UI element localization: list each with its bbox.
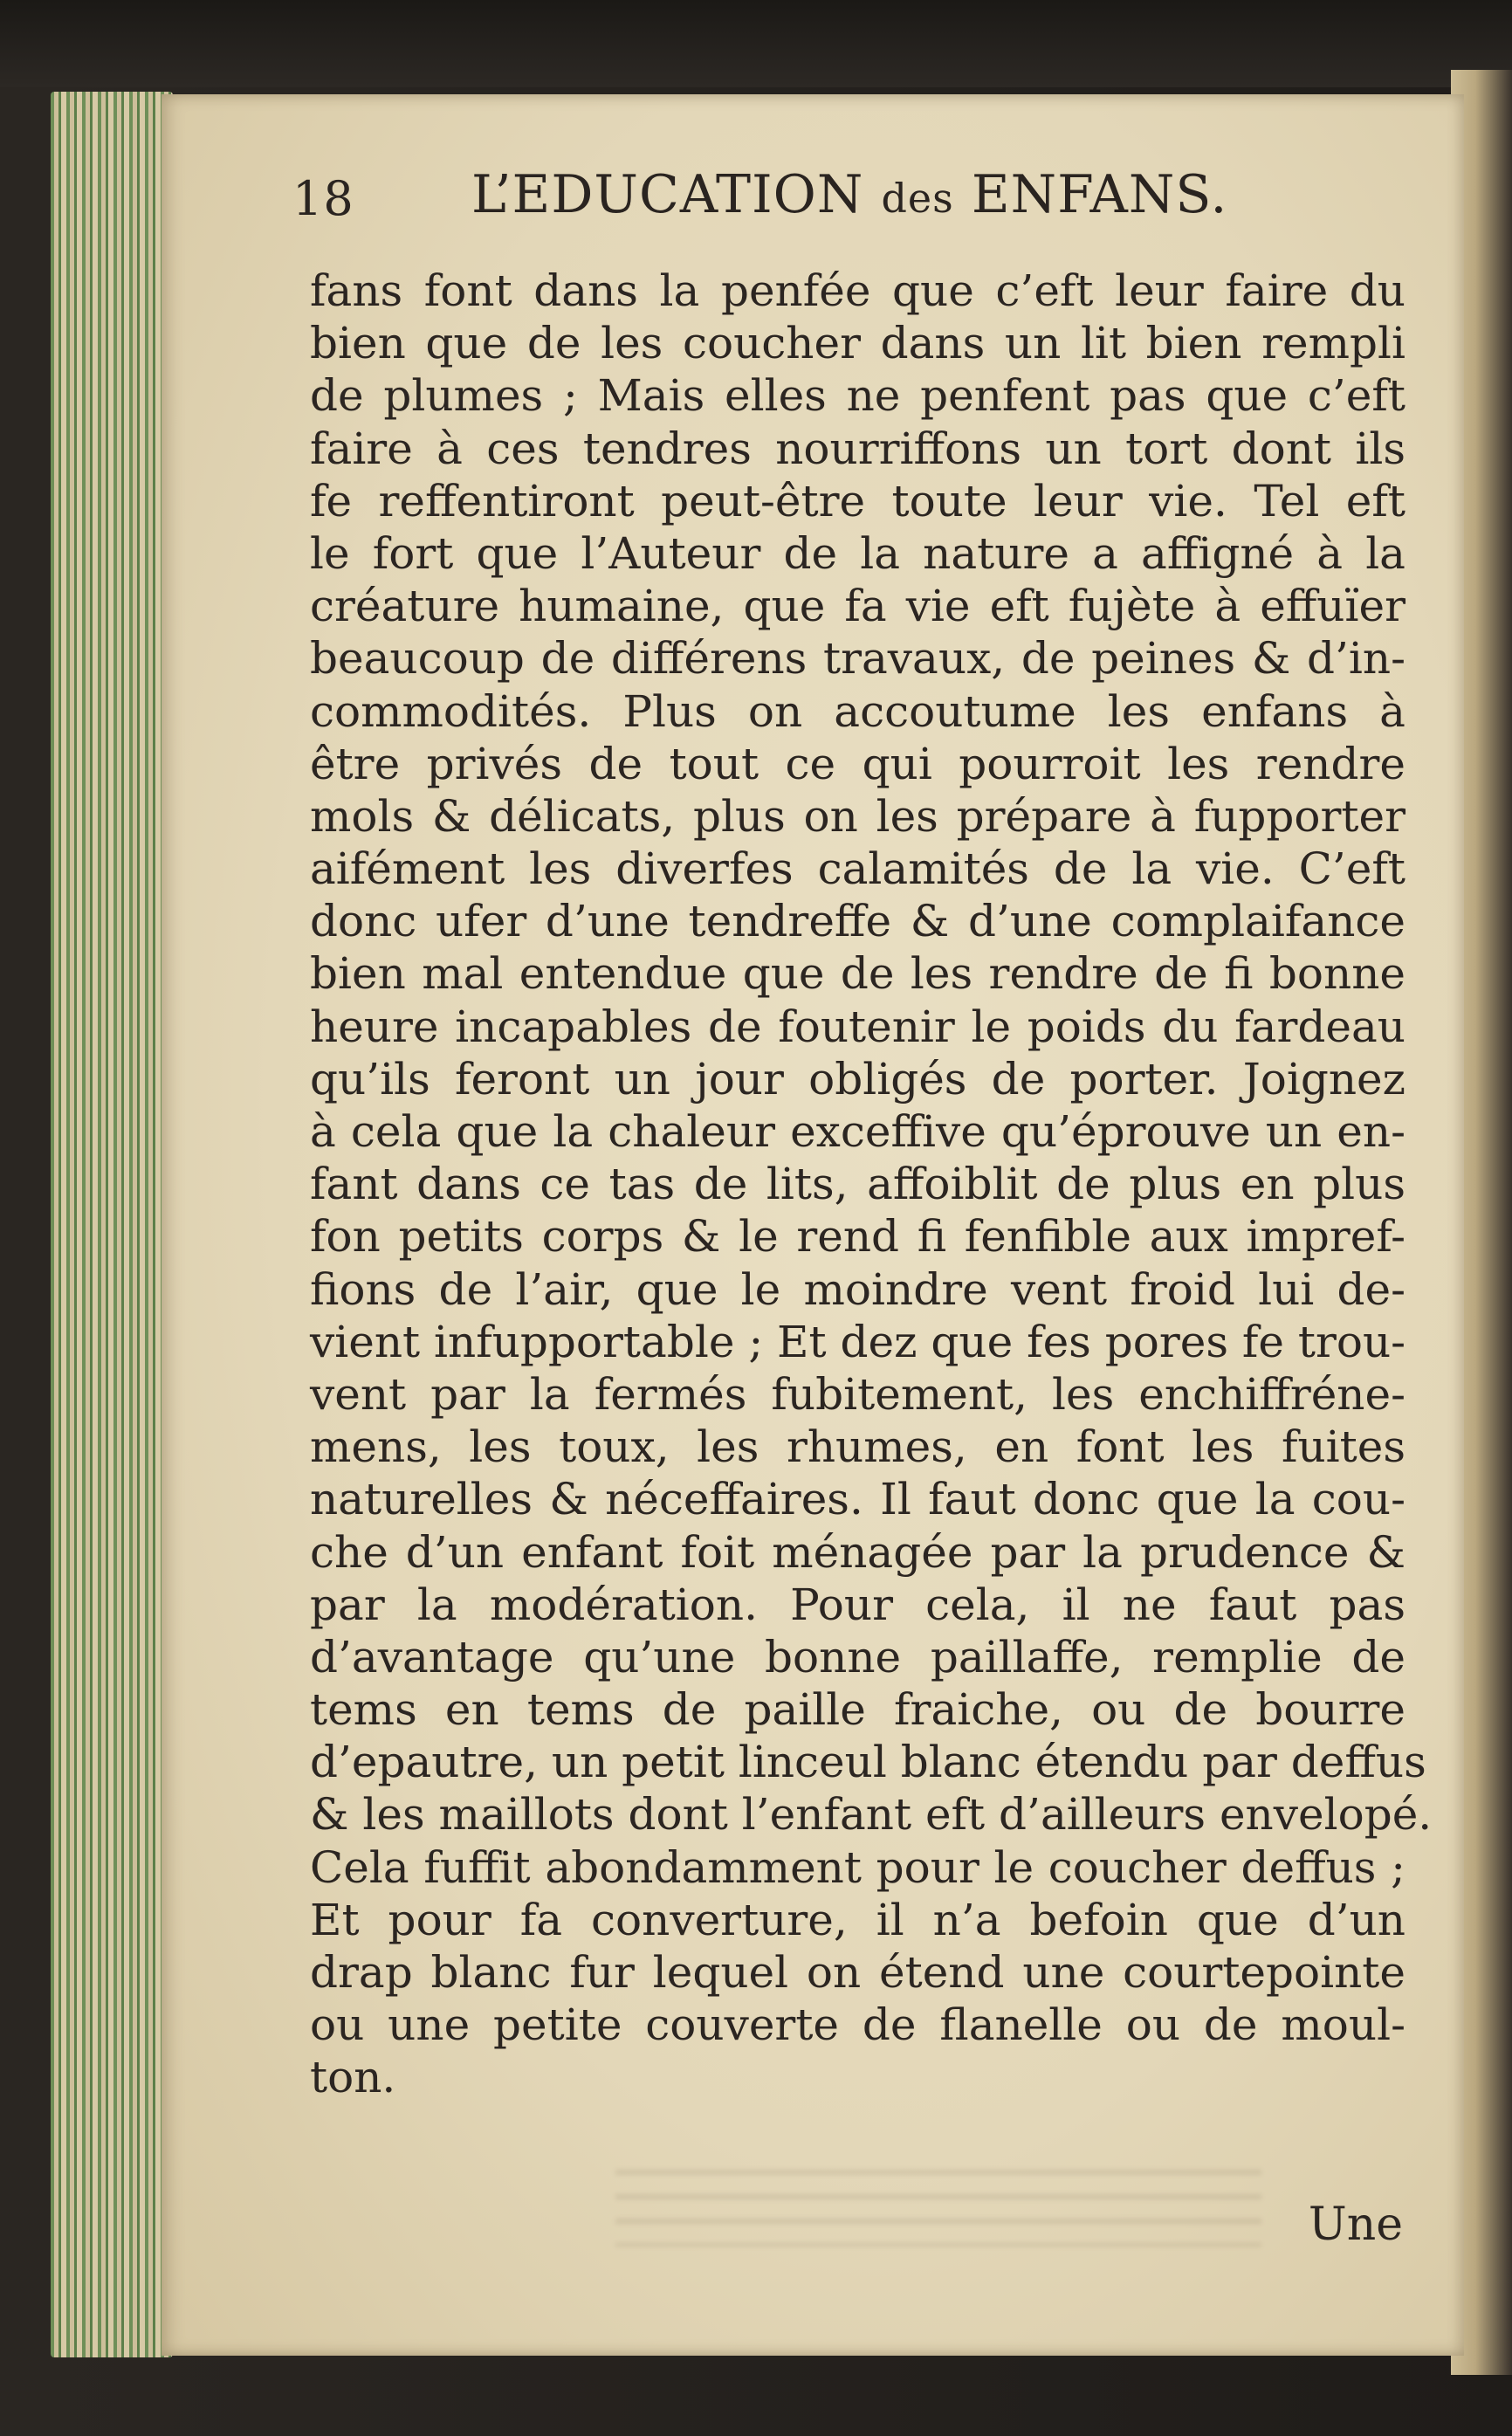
- text-line: fon petits corps & le rend fi fenfible aux impref-: [310, 1211, 1405, 1263]
- page-header: [292, 155, 1392, 234]
- body-text: [310, 265, 1433, 2104]
- text-line: de plumes ; Mais elles ne penfent pas que c’eft: [310, 370, 1405, 422]
- text-line: drap blanc fur lequel on étend une courtepointe: [310, 1947, 1405, 1998]
- book-page: [162, 94, 1464, 2356]
- text-line: beaucoup de différens travaux, de peines & d’in-: [310, 633, 1405, 685]
- text-line: faire à ces tendres nourriffons un tort dont ils: [310, 423, 1405, 474]
- running-title-part3: ENFANS.: [971, 164, 1228, 225]
- text-line: ou une petite couverte de flanelle ou de moul-: [310, 1999, 1405, 2051]
- text-line: qu’ils feront un jour obligés de porter. Joignez: [310, 1053, 1405, 1104]
- text-line: vient infupportable ; Et dez que fes pores fe trou-: [310, 1316, 1406, 1367]
- text-line: à cela que la chaleur exceffive qu’éprouve un en-: [310, 1106, 1405, 1157]
- catchword: Une: [1308, 2199, 1403, 2251]
- text-line: tems en tems de paille fraiche, ou de bourre: [310, 1684, 1405, 1736]
- text-line: par la modération. Pour cela, il ne faut pas: [310, 1579, 1405, 1630]
- page-edges-stack: [51, 92, 173, 2357]
- text-line: bien mal entendue que de les rendre de fi bonne: [310, 948, 1405, 1000]
- text-line: fant dans ce tas de lits, affoiblit de plus en plus: [310, 1159, 1405, 1210]
- text-line: mols & délicats, plus on les prépare à fupporter: [310, 790, 1405, 842]
- text-line: bien que de les coucher dans un lit bien rempli: [310, 318, 1405, 369]
- text-line: & les maillots dont l’enfant eft d’ailleurs envelopé.: [310, 1789, 1433, 1841]
- text-line: d’avantage qu’une bonne paillaffe, remplie de: [310, 1631, 1405, 1682]
- running-title: [471, 164, 1227, 225]
- page-number: 18: [292, 171, 354, 226]
- text-line: donc ufer d’une tendreffe & d’une complaifance: [310, 896, 1405, 947]
- show-through-text: [615, 2150, 1261, 2247]
- text-line: fans font dans la penfée que c’eft leur faire du: [310, 265, 1405, 316]
- text-line: naturelles & néceffaires. Il faut donc que la cou-: [310, 1474, 1405, 1525]
- text-line: che d’un enfant foit ménagée par la prudence &: [310, 1526, 1405, 1578]
- text-line: fe reffentiront peut-être toute leur vie. Tel eft: [310, 475, 1405, 526]
- text-line: fions de l’air, que le moindre vent froid lui de-: [310, 1263, 1405, 1315]
- text-line: d’epautre, un petit linceul blanc étendu par deffus: [310, 1737, 1426, 1788]
- text-line: commodités. Plus on accoutume les enfans à: [310, 685, 1405, 737]
- book-cover-top: [0, 0, 1512, 87]
- text-line: Et pour fa converture, il n’a befoin que d’un: [310, 1894, 1405, 1945]
- running-title-part1: L’EDUCATION: [471, 164, 864, 225]
- text-line: Cela fuffit abondamment pour le coucher deffus ;: [310, 1841, 1405, 1893]
- text-line: créature humaine, que fa vie eft fujète à effuïer: [310, 581, 1405, 632]
- running-title-part2: des: [881, 175, 954, 222]
- text-line: heure incapables de foutenir le poids du fardeau: [310, 1001, 1405, 1052]
- text-line: être privés de tout ce qui pourroit les rendre: [310, 738, 1405, 789]
- text-line: mens, les toux, les rhumes, en font les fuites: [310, 1421, 1405, 1473]
- text-line: vent par la fermés fubitement, les enchiffréne-: [310, 1368, 1405, 1420]
- text-line: le fort que l’Auteur de la nature a affigné à la: [310, 527, 1405, 579]
- text-line: aifément les diverfes calamités de la vie. C’eft: [310, 843, 1405, 895]
- text-line: ton.: [310, 2052, 396, 2103]
